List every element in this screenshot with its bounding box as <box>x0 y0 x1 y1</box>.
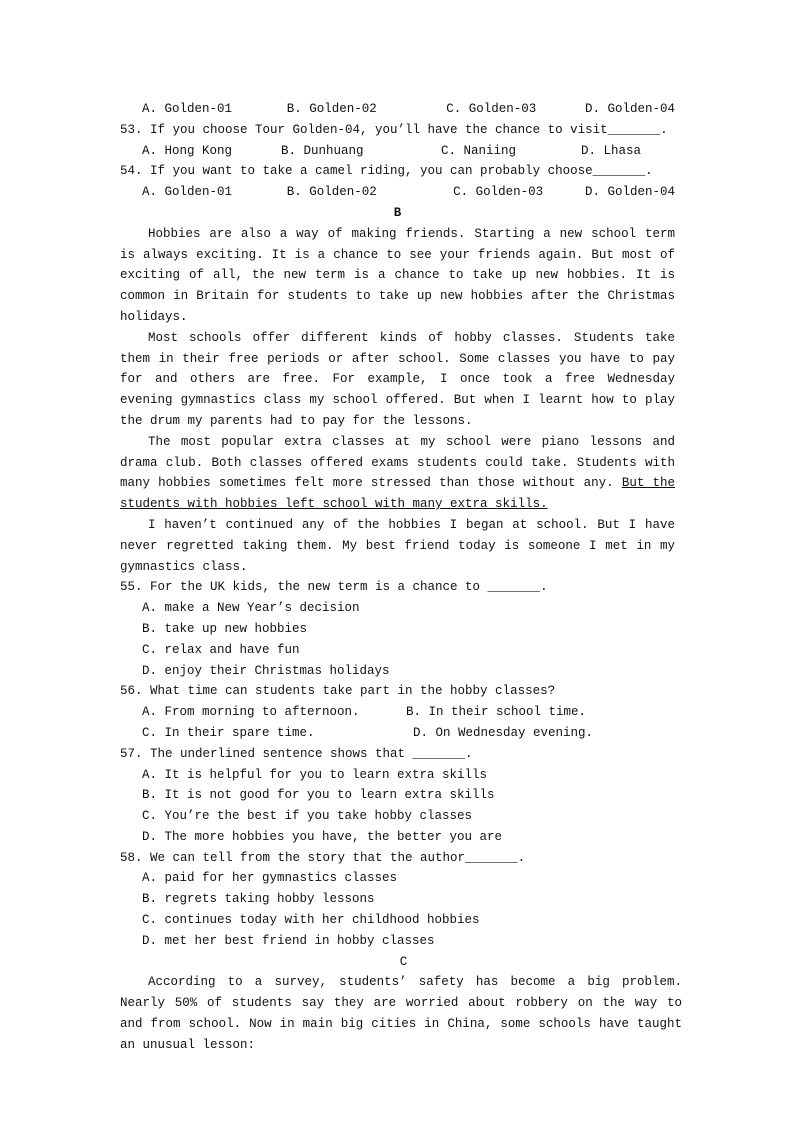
q56-options-row-1 <box>120 702 675 723</box>
q55-stem: 55. For the UK kids, the new term is a chance to _______. <box>120 580 548 595</box>
q53-option-d: D. Lhasa <box>581 143 642 158</box>
q57-option-a: A. It is helpful for you to learn extra skills <box>142 767 488 782</box>
section-c-heading: C <box>399 954 408 969</box>
q54-option-b: B. Golden-02 <box>286 185 377 200</box>
q52-option-b: B. Golden-02 <box>286 102 377 116</box>
q56-stem: 56. What time can students take part in the hobby classes? <box>120 684 556 699</box>
q55-option-a: A. make a New Year’s decision <box>142 601 360 616</box>
q58-option-b: B. regrets taking hobby lessons <box>142 892 375 907</box>
q58-stem: 58. We can tell from the story that the author_______. <box>120 850 526 865</box>
q53-options <box>120 141 675 162</box>
section-c-passage <box>120 972 682 1055</box>
q52-options <box>120 99 675 120</box>
q53-option-c: C. Naniing <box>441 143 517 158</box>
q56-option-d: D. On Wednesday evening. <box>413 725 594 740</box>
underlined-sentence: But the students with hobbies left school with many extra skills. <box>120 476 675 512</box>
q56-options-row-2 <box>120 723 675 744</box>
q58-option-a: A. paid for her gymnastics classes <box>142 871 398 886</box>
section-b-paragraph-2: Most schools offer different kinds of hobby classes. Students take them in their free periods or after school. Some classes you have to pay for and others are free. For example, I once took a free Wednesday evening gymnastics class my school offered. But when I learnt how to play the drum my parents had to pay for the lessons. <box>120 330 675 428</box>
q56-option-b: B. In their school time. <box>406 705 587 720</box>
section-b-paragraph-1: Hobbies are also a way of making friends. Starting a new school term is always exciting. It is a chance to see your friends again. But most of exciting of all, the new term is a chance to take up new hobbies. It is common in Britain for students to take up new hobbies after the Christmas holidays. <box>120 226 675 324</box>
section-b-heading: B <box>393 205 402 220</box>
q53-option-a: A. Hong Kong <box>142 143 233 158</box>
q56-option-c: C. In their spare time. <box>142 725 315 740</box>
q57-option-b: B. It is not good for you to learn extra skills <box>142 788 495 803</box>
q56-option-a: A. From morning to afternoon. <box>142 705 360 720</box>
q58-option-c: C. continues today with her childhood hobbies <box>142 913 480 928</box>
q54-option-a: A. Golden-01 <box>142 185 233 200</box>
q54-option-c: C. Golden-03 <box>453 185 544 200</box>
q54-stem: 54. If you want to take a camel riding, you can probably choose_______. <box>120 164 653 179</box>
q55-option-c: C. relax and have fun <box>142 642 300 657</box>
exam-page <box>120 99 682 1056</box>
section-b-passage <box>120 224 675 578</box>
q54-option-d: D. Golden-04 <box>584 185 675 200</box>
q58-option-d: D. met her best friend in hobby classes <box>142 933 435 948</box>
q52-option-d: D. Golden-04 <box>584 102 675 116</box>
q54-options <box>120 182 675 203</box>
q52-option-a: A. Golden-01 <box>142 102 233 116</box>
q55-option-b: B. take up new hobbies <box>142 621 308 636</box>
q57-stem: 57. The underlined sentence shows that _______. <box>120 746 473 761</box>
q57-option-d: D. The more hobbies you have, the better you are <box>142 829 503 844</box>
section-b-paragraph-4: I haven’t continued any of the hobbies I began at school. But I have never regretted taking them. My best friend today is someone I met in my gymnastics class. <box>120 517 675 574</box>
section-c-paragraph-1: According to a survey, students’ safety has become a big problem. Nearly 50% of students say they are worried about robbery on the way to and from school. Now in main big cities in China, some schools have taught an unusual lesson: <box>120 975 682 1052</box>
q55-option-d: D. enjoy their Christmas holidays <box>142 663 390 678</box>
q57-option-c: C. You’re the best if you take hobby classes <box>142 809 473 824</box>
section-b-paragraph-3 <box>120 432 675 515</box>
q53-stem: 53. If you choose Tour Golden-04, you’ll have the chance to visit_______. <box>120 122 668 137</box>
q53-option-b: B. Dunhuang <box>281 143 364 158</box>
q52-option-c: C. Golden-03 <box>446 102 537 116</box>
section-b-paragraph-3-text: The most popular extra classes at my school were piano lessons and drama club. Both classes offered exams students could take. Students with many hobbies sometimes felt more stressed than those without any. <box>120 434 675 491</box>
